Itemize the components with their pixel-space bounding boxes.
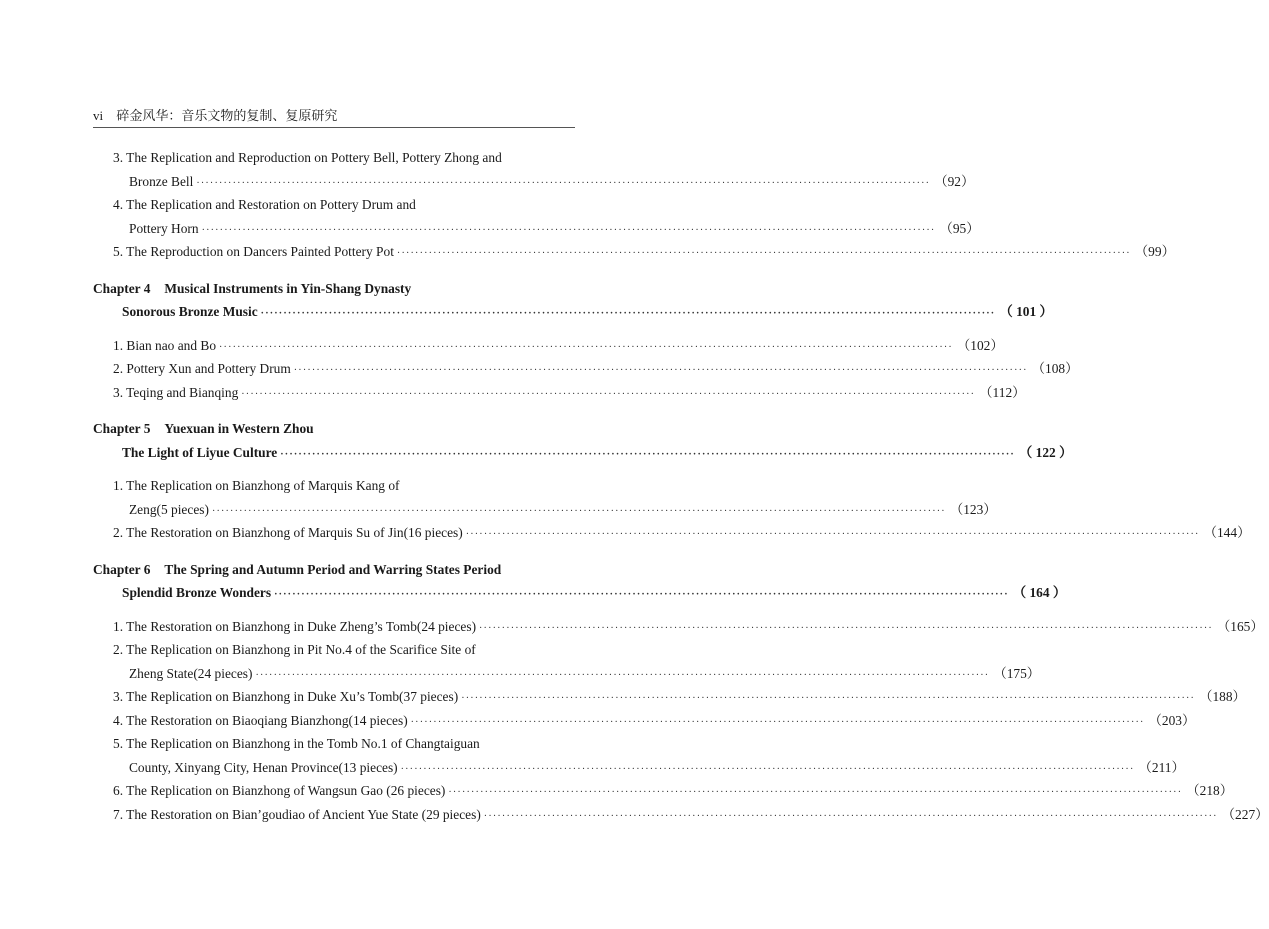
dot-leader: [219, 336, 953, 360]
page-ref: （227）: [1221, 806, 1269, 822]
dot-leader: [261, 302, 996, 326]
toc-entry: 4. The Replication and Restoration on Pottery Drum and: [113, 197, 416, 212]
page-ref: （ 101 ）: [999, 304, 1053, 319]
dot-leader: [212, 500, 946, 524]
chapter-title: Yuexuan in Western Zhou: [164, 421, 314, 436]
toc-entry: 4. The Restoration on Biaoqiang Bianzhong(14 pieces) ····· （203）: [93, 709, 569, 733]
page-ref: （92）: [934, 173, 975, 189]
toc-entry: 3. The Replication and Reproduction on Pottery Bell, Pottery Zhong and: [113, 150, 502, 165]
toc-entry-continued: Zeng(5 pieces) ····· （123）: [93, 498, 569, 522]
toc-entry: 1. Bian nao and Bo ····· （102）: [93, 334, 569, 358]
dot-leader: [466, 523, 1200, 547]
dot-leader: [274, 583, 1009, 607]
page-number: vi: [93, 108, 104, 123]
dot-leader: [479, 617, 1213, 641]
page-ref: （95）: [939, 220, 980, 236]
page-ref: （112）: [979, 384, 1026, 400]
toc-entry: 5. The Reproduction on Dancers Painted Pottery Pot ····· （99）: [93, 240, 569, 264]
page-ref: （165）: [1216, 618, 1264, 634]
chapter-5-subtitle: The Light of Liyue Culture ····· （ 122 ）: [93, 441, 569, 465]
page-ref: （144）: [1203, 525, 1251, 540]
chapter-title: Musical Instruments in Yin-Shang Dynasty: [164, 280, 412, 296]
toc-entry-continued: County, Xinyang City, Henan Province(13 pieces) ····· （211）: [93, 756, 569, 780]
dot-leader: [294, 359, 1028, 383]
page-ref: （188）: [1199, 689, 1246, 704]
page-ref: （99）: [1134, 244, 1175, 259]
book-title: 碎金风华：音乐文物的复制、复原研究: [116, 108, 338, 123]
chapter-5-heading: [93, 417, 569, 441]
toc-entry: 3. The Replication on Bianzhong in Duke Xu’s Tomb(37 pieces) ····· （188）: [93, 685, 569, 709]
toc-entry: 2. The Restoration on Bianzhong of Marquis Su of Jin(16 pieces) ····· （144）: [93, 521, 569, 545]
dot-leader: [280, 443, 1015, 467]
page-ref: （218）: [1186, 783, 1234, 798]
chapter-label: Chapter 5: [93, 421, 151, 436]
page-ref: （175）: [993, 665, 1041, 681]
chapter-4-heading: [93, 277, 569, 301]
chapter-6-heading: [93, 558, 569, 582]
dot-leader: [202, 219, 936, 243]
chapter-label: Chapter 6: [93, 561, 151, 577]
dot-leader: [461, 687, 1195, 711]
chapter-label: Chapter 4: [93, 280, 151, 296]
running-header: [93, 106, 575, 126]
toc-entry: 7. The Restoration on Bian’goudiao of Ancient Yue State (29 pieces) ····· （227）: [93, 803, 569, 827]
toc-entry: 2. Pottery Xun and Pottery Drum ····· （108）: [93, 357, 569, 381]
page-ref: （102）: [956, 337, 1004, 353]
chapter-title: The Spring and Autumn Period and Warring States Period: [164, 561, 502, 577]
page-ref: （203）: [1148, 712, 1196, 728]
page-ref: （ 164 ）: [1012, 585, 1067, 600]
dot-leader: [448, 781, 1182, 805]
toc-entry-continued: Pottery Horn ····· （95）: [93, 217, 569, 241]
dot-leader: [196, 172, 930, 196]
dot-leader: [255, 664, 989, 688]
chapter-4-subtitle: Sonorous Bronze Music ····· （ 101 ）: [93, 300, 569, 324]
dot-leader: [397, 242, 1131, 266]
page-ref: （ 122 ）: [1018, 444, 1073, 460]
toc-entry: 1. The Replication on Bianzhong of Marquis Kang of: [113, 478, 400, 493]
toc-entry-continued: Zheng State(24 pieces) ····· （175）: [93, 662, 569, 686]
toc-entry: 1. The Restoration on Bianzhong in Duke Zheng’s Tomb(24 pieces) ····· （165）: [93, 615, 569, 639]
page-ref: （123）: [949, 501, 997, 517]
page-ref: （108）: [1031, 361, 1079, 376]
table-of-contents: [93, 146, 1269, 826]
dot-leader: [401, 758, 1135, 782]
dot-leader: [484, 805, 1218, 829]
header-rule: [93, 127, 575, 128]
chapter-6-subtitle: Splendid Bronze Wonders ····· （ 164 ）: [93, 581, 569, 605]
toc-entry: 2. The Replication on Bianzhong in Pit No.4 of the Scarifice Site of: [113, 642, 476, 657]
toc-entry: 5. The Replication on Bianzhong in the Tomb No.1 of Changtaiguan: [113, 736, 480, 751]
dot-leader: [411, 711, 1145, 735]
dot-leader: [241, 383, 975, 407]
page-ref: （211）: [1138, 759, 1185, 775]
toc-entry-continued: Bronze Bell ····· （92）: [93, 170, 569, 194]
toc-entry: 6. The Replication on Bianzhong of Wangsun Gao (26 pieces) ····· （218）: [93, 779, 569, 803]
toc-entry: 3. Teqing and Bianqing ····· （112）: [93, 381, 569, 405]
